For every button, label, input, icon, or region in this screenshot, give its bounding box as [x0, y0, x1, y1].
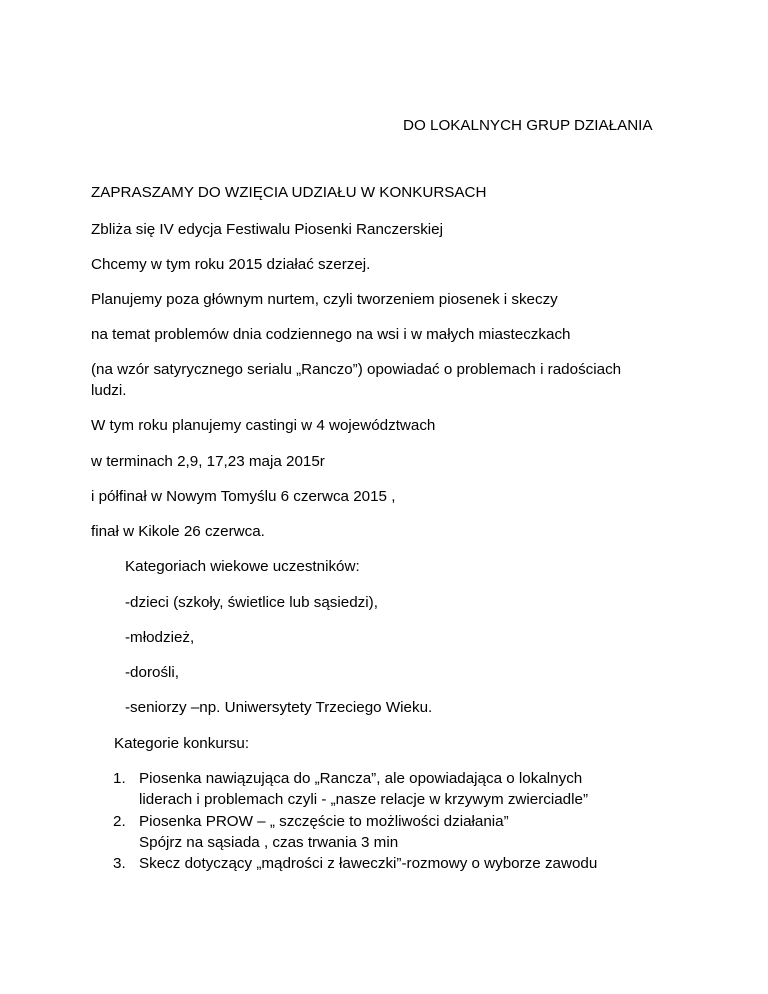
- age-category-item: -dorośli,: [125, 664, 180, 681]
- plan-line-3: (na wzór satyrycznego serialu „Ranczo”) opowiadać o problemach i radościach: [91, 361, 622, 378]
- contest-category-text: Spójrz na sąsiada , czas trwania 3 min: [139, 834, 399, 851]
- age-category-item: -dzieci (szkoły, świetlice lub sąsiedzi),: [125, 594, 378, 611]
- plan-line-2: na temat problemów dnia codziennego na wsi i w małych miasteczkach: [91, 326, 571, 343]
- list-number: 2.: [113, 813, 126, 830]
- list-number: 1.: [113, 770, 126, 787]
- age-category-item: -młodzież,: [125, 629, 195, 646]
- contest-categories-heading: Kategorie konkursu:: [114, 735, 250, 752]
- plan-line-1: Planujemy poza głównym nurtem, czyli tworzeniem piosenek i skeczy: [91, 291, 558, 308]
- list-number: 3.: [113, 855, 126, 872]
- semifinal-line: i półfinał w Nowym Tomyślu 6 czerwca 2015 ,: [91, 488, 396, 505]
- contest-category-text: Skecz dotyczący „mądrości z ławeczki”-rozmowy o wyborze zawodu: [139, 855, 598, 872]
- contest-category-text: Piosenka PROW – „ szczęście to możliwości działania”: [139, 813, 509, 830]
- festival-edition-line: Zbliża się IV edycja Festiwalu Piosenki Ranczerskiej: [91, 221, 443, 238]
- contest-category-text: Piosenka nawiązująca do „Rancza”, ale opowiadająca o lokalnych: [139, 770, 583, 787]
- invitation-heading: ZAPRASZAMY DO WZIĘCIA UDZIAŁU W KONKURSACH: [91, 184, 487, 201]
- casting-line: W tym roku planujemy castingi w 4 województwach: [91, 417, 436, 434]
- casting-dates-line: w terminach 2,9, 17,23 maja 2015r: [91, 453, 325, 470]
- year-plan-line: Chcemy w tym roku 2015 działać szerzej.: [91, 256, 371, 273]
- age-category-item: -seniorzy –np. Uniwersytety Trzeciego Wieku.: [125, 699, 433, 716]
- age-categories-heading: Kategoriach wiekowe uczestników:: [125, 558, 360, 575]
- plan-line-4: ludzi.: [91, 382, 127, 399]
- final-line: finał w Kikole 26 czerwca.: [91, 523, 265, 540]
- addressee-heading: DO LOKALNYCH GRUP DZIAŁANIA: [403, 117, 653, 134]
- contest-category-text: liderach i problemach czyli - „nasze relacje w krzywym zwierciadle”: [139, 791, 589, 808]
